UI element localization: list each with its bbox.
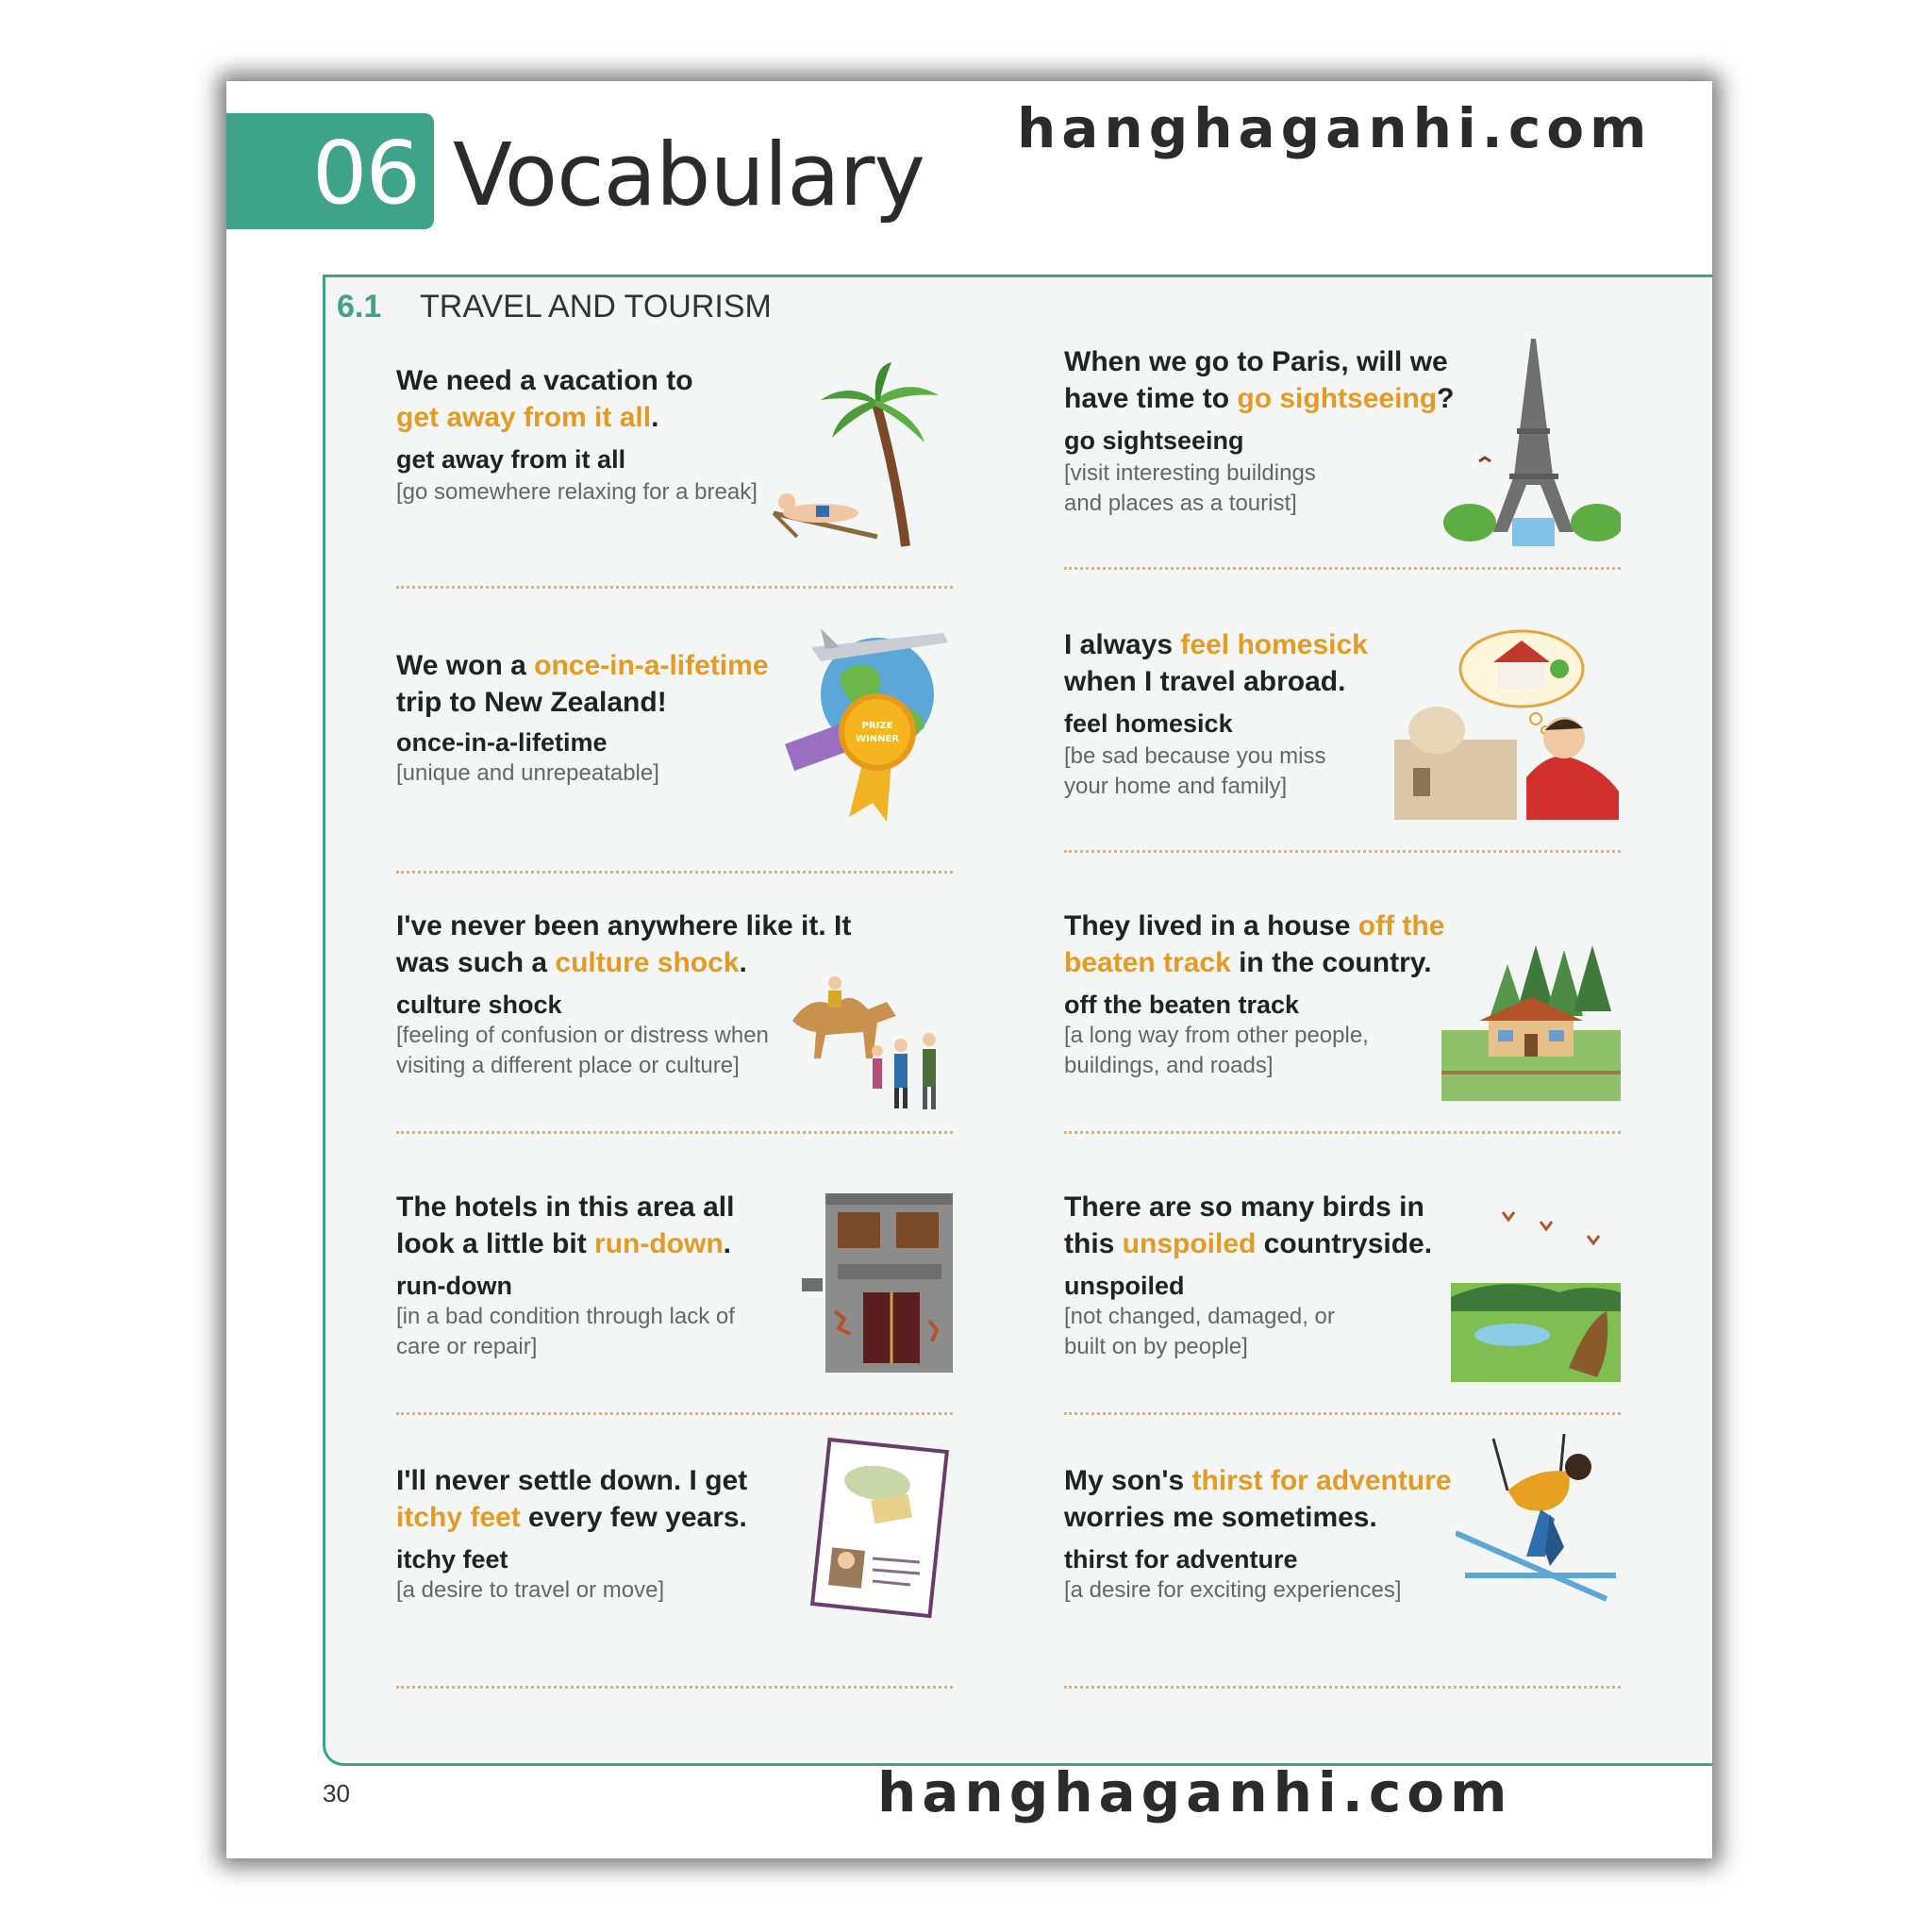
example-sentence: I've never been anywhere like it. It was such a culture shock.: [396, 910, 852, 978]
badge-text-1: PRIZE: [861, 721, 893, 731]
dotted-divider: [1064, 1412, 1621, 1415]
vocab-term: go sightseeing: [1064, 426, 1244, 455]
vocab-definition: [a desire to travel or move]: [396, 1577, 665, 1603]
example-sentence: I always feel homesick when I travel abroad.: [1064, 629, 1368, 697]
vocab-card: [396, 1462, 953, 1689]
vocab-definition: [not changed, damaged, or built on by people]: [1064, 1304, 1335, 1359]
dotted-divider: [396, 1412, 953, 1415]
dotted-divider: [396, 586, 953, 589]
highlight-phrase: go sightseeing: [1237, 383, 1438, 414]
vocab-term: get away from it all: [396, 445, 626, 474]
vocab-term: once-in-a-lifetime: [396, 728, 608, 757]
example-sentence: We won a once-in-a-lifetime trip to New Zealand!: [396, 650, 769, 718]
vocab-term: itchy feet: [396, 1545, 508, 1574]
run-down-building-icon: [802, 1189, 953, 1377]
example-sentence: When we go to Paris, will we have time to go sightseeing?: [1064, 346, 1455, 414]
chapter-number: 06: [311, 123, 419, 224]
vocab-card: [1064, 343, 1621, 570]
dotted-divider: [1064, 1131, 1621, 1134]
vocab-definition: [feeling of confusion or distress when visiting a different place or culture]: [396, 1023, 769, 1078]
highlight-phrase: feel homesick: [1180, 629, 1368, 660]
vocab-definition: [a desire for exciting experiences]: [1064, 1577, 1402, 1603]
vocab-term: thirst for adventure: [1064, 1545, 1298, 1574]
highlight-phrase: get away from it all: [396, 402, 652, 433]
camel-tourists-icon: [783, 964, 953, 1115]
dotted-divider: [1064, 850, 1621, 853]
dotted-divider: [1064, 1686, 1621, 1689]
example-sentence: My son's thirst for adventure worries me sometimes.: [1064, 1465, 1452, 1533]
vocab-term: run-down: [396, 1272, 512, 1300]
highlight-phrase: culture shock: [555, 947, 740, 978]
vocab-definition: [go somewhere relaxing for a break]: [396, 479, 758, 505]
vocab-term: off the beaten track: [1064, 991, 1300, 1019]
vocab-definition: [be sad because you miss your home and family]: [1064, 743, 1326, 799]
vocab-term: culture shock: [396, 991, 562, 1019]
vocab-definition: [unique and unrepeatable]: [396, 760, 659, 786]
vocab-card: [396, 362, 953, 589]
dotted-divider: [396, 871, 953, 874]
highlight-phrase: off the beaten track: [1064, 910, 1445, 978]
vocab-card: [1064, 626, 1621, 853]
example-sentence: They lived in a house off the beaten track in the country.: [1064, 910, 1445, 978]
vocab-card: [396, 908, 953, 1134]
watermark-top: hanghaganhi.com: [1017, 96, 1653, 160]
dotted-divider: [1064, 567, 1621, 570]
prize-winner-globe-icon: [783, 619, 953, 826]
countryside-birds-icon: [1446, 1208, 1621, 1382]
example-sentence: I'll never settle down. I get itchy feet every few years.: [396, 1465, 748, 1533]
vocab-definition: [in a bad condition through lack of care or repair]: [396, 1304, 735, 1359]
vocab-definition: [a long way from other people, buildings, and roads]: [1064, 1023, 1369, 1078]
watermark-bottom: hanghaganhi.com: [877, 1760, 1513, 1824]
vocab-card: [1064, 1462, 1621, 1689]
page-number: 30: [323, 1779, 350, 1807]
example-sentence: The hotels in this area all look a little bit run-down.: [396, 1191, 735, 1259]
passport-icon: [802, 1436, 953, 1624]
highlight-phrase: thirst for adventure: [1191, 1465, 1452, 1496]
vocab-card: [396, 647, 953, 874]
highlight-phrase: unspoiled: [1122, 1228, 1257, 1259]
chapter-tab: [226, 113, 434, 229]
example-sentence: We need a vacation to get away from it all.: [396, 365, 693, 433]
vocab-card: [396, 1189, 953, 1415]
vocab-term: feel homesick: [1064, 709, 1233, 738]
vocab-card: [1064, 908, 1621, 1134]
chapter-title: Vocabulary: [453, 125, 924, 225]
vocab-card: [1064, 1189, 1621, 1415]
badge-text-2: WINNER: [855, 734, 900, 744]
highlight-phrase: itchy feet: [396, 1502, 521, 1533]
dotted-divider: [396, 1686, 953, 1689]
palm-tree-beach-icon: [764, 362, 953, 551]
vocab-term: unspoiled: [1064, 1272, 1185, 1300]
section-panel: [323, 275, 1712, 1766]
eiffel-tower-icon: [1441, 334, 1621, 551]
forest-house-icon: [1441, 945, 1621, 1101]
skier-icon: [1456, 1434, 1621, 1623]
book-page: [226, 81, 1712, 1858]
section-number: 6.1: [337, 289, 382, 325]
highlight-phrase: once-in-a-lifetime: [534, 650, 769, 681]
vocab-definition: [visit interesting buildings and places as a tourist]: [1064, 460, 1316, 516]
section-title: TRAVEL AND TOURISM: [420, 289, 772, 325]
homesick-traveler-icon: [1394, 626, 1621, 820]
dotted-divider: [396, 1131, 953, 1134]
example-sentence: There are so many birds in this unspoiled countryside.: [1064, 1191, 1433, 1259]
highlight-phrase: run-down: [594, 1228, 724, 1259]
